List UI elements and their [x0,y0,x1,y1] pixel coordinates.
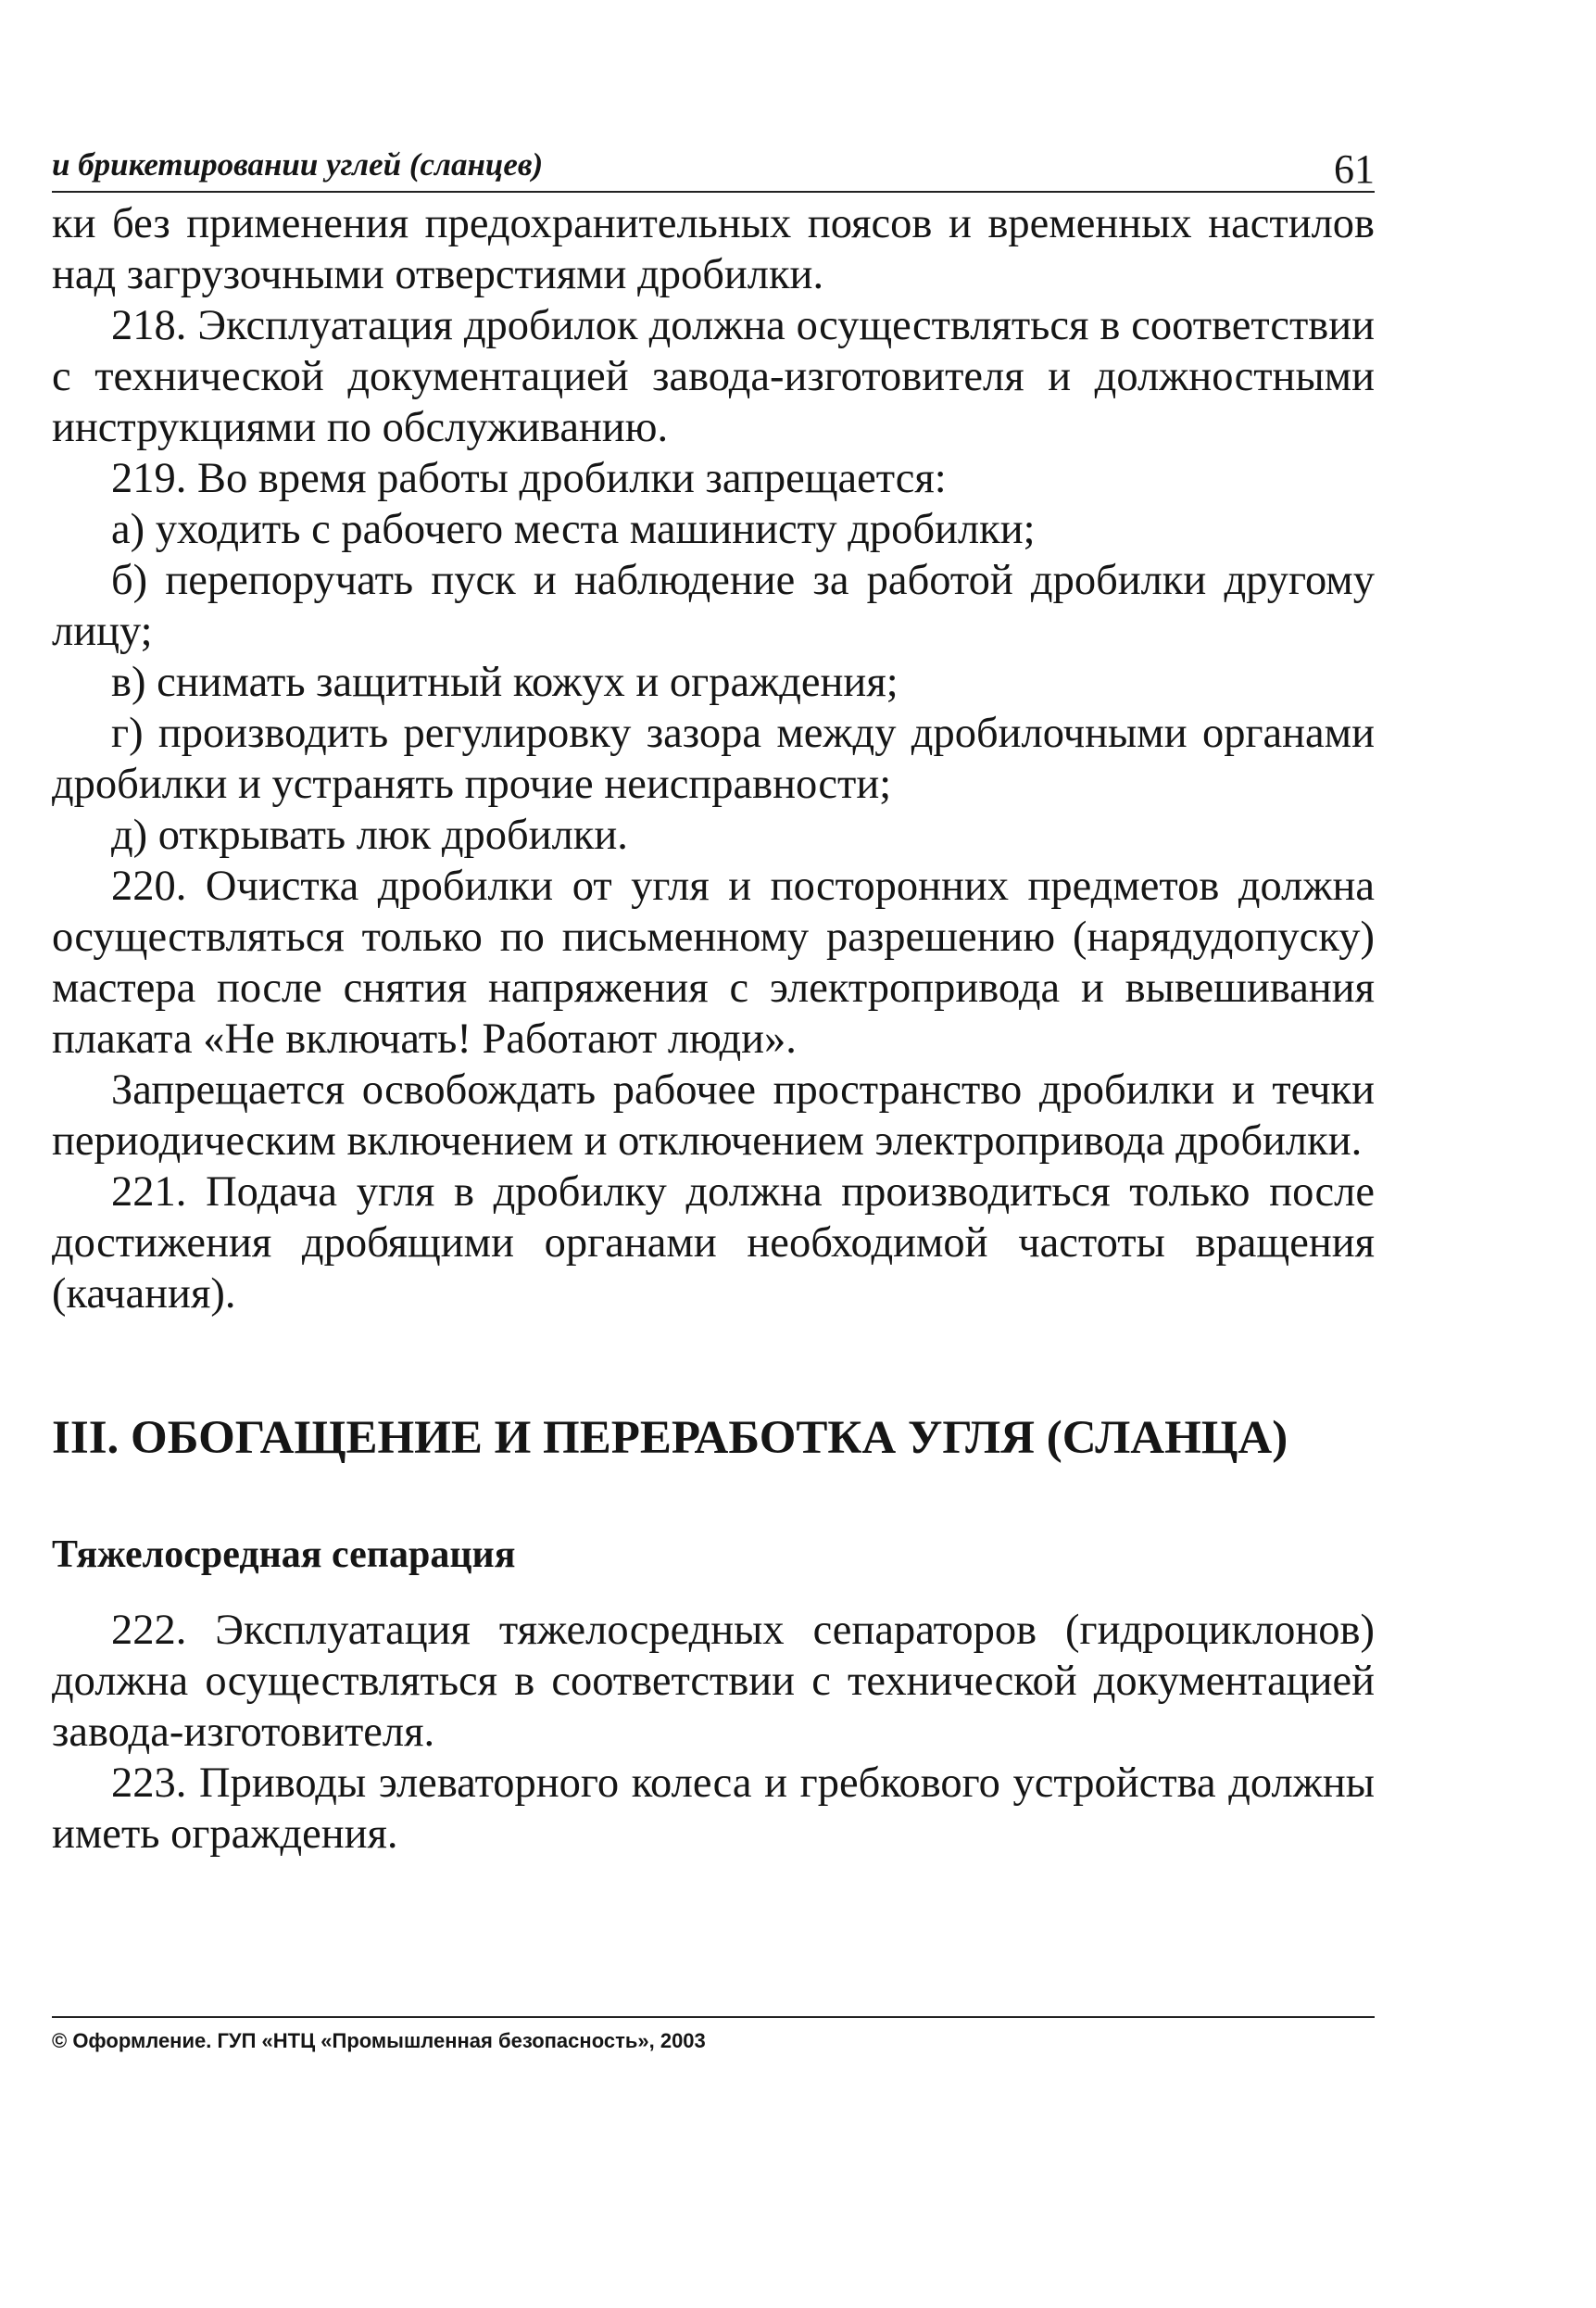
section-heading: III. ОБОГАЩЕНИЕ И ПЕРЕРАБОТКА УГЛЯ (СЛАНЦА) [52,1412,1288,1464]
paragraph: 222. Эксплуатация тяжелосредных сепараторов (гидроциклонов) должна осуществляться в соответствии с технической документацией завода-изготовителя. [52,1607,1375,1756]
paragraph: 218. Эксплуатация дробилок должна осуществляться в соответствии с технической документацией завода-изготовителя и должностными инструкциями по обслуживанию. [52,302,1375,451]
document-page [52,139,1375,1860]
list-item: б) перепоручать пуск и наблюдение за работой дробилки другому лицу; [52,557,1375,655]
paragraph: 223. Приводы элеваторного колеса и гребкового устройства должны иметь ограждения. [52,1759,1375,1858]
paragraph: 220. Очистка дробилки от угля и посторонних предметов должна осуществляться только по письменному разрешению (нарядудопуску) мастера после снятия напряжения с электропривода и вывешивания плаката «Не включать! Работают люди». [52,863,1375,1063]
running-header [52,139,1375,193]
page-footer [52,2016,1375,2053]
list-item: в) снимать защитный кожух и ограждения; [111,659,899,706]
running-title: и брикетировании углей (сланцев) [52,146,544,183]
list-item: а) уходить с рабочего места машинисту дробилки; [111,506,1036,553]
paragraph: 219. Во время работы дробилки запрещается: [111,455,947,502]
list-item: д) открывать люк дробилки. [111,812,628,859]
copyright-notice: © Оформление. ГУП «НТЦ «Промышленная безопасность», 2003 [52,2029,706,2052]
paragraph: 221. Подача угля в дробилку должна производиться только после достижения дробящими органами необходимой частоты вращения (качания). [52,1168,1375,1318]
paragraph: ки без применения предохранительных поясов и временных настилов над загрузочными отверстиями дробилки. [52,200,1375,298]
body-text [52,198,1375,1860]
list-item: г) производить регулировку зазора между дробилочными органами дробилки и устранять прочие неисправности; [52,710,1375,808]
paragraph: Запрещается освобождать рабочее пространство дробилки и течки периодическим включением и отключением электропривода дробилки. [52,1066,1375,1165]
subsection-heading: Тяжелосредная сепарация [52,1533,516,1576]
page-number: 61 [1334,146,1375,192]
